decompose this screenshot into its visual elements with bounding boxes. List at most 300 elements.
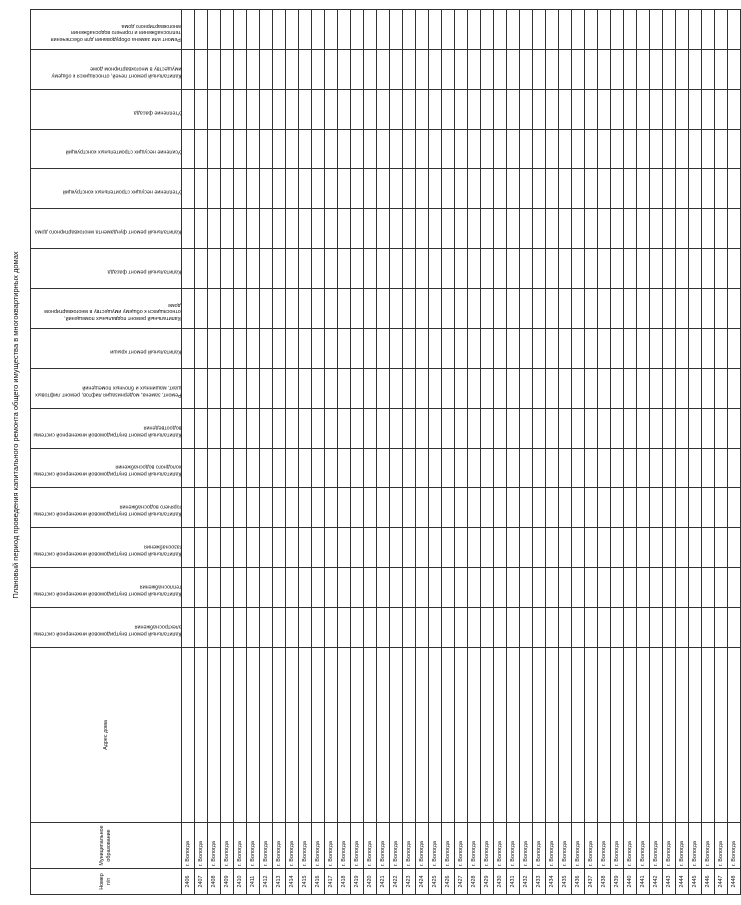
row-year-cell xyxy=(637,528,650,568)
row-address xyxy=(533,648,546,823)
row-year-cell xyxy=(715,10,728,50)
row-year-cell xyxy=(728,408,741,448)
row-year-cell xyxy=(351,329,364,369)
row-year-cell xyxy=(676,528,689,568)
row-year-cell xyxy=(182,289,195,329)
row-year-cell xyxy=(715,129,728,169)
table-row xyxy=(637,10,650,895)
row-year-cell xyxy=(416,368,429,408)
row-year-cell xyxy=(416,528,429,568)
row-year-cell xyxy=(689,209,702,249)
row-year-cell xyxy=(247,10,260,50)
row-year-cell xyxy=(559,89,572,129)
row-year-cell xyxy=(572,129,585,169)
row-year-cell xyxy=(559,49,572,89)
row-year-cell xyxy=(351,448,364,488)
row-year-cell xyxy=(468,568,481,608)
row-year-cell xyxy=(468,448,481,488)
row-address xyxy=(377,648,390,823)
row-year-cell xyxy=(195,209,208,249)
row-year-cell xyxy=(429,289,442,329)
row-year-cell xyxy=(637,448,650,488)
row-year-cell xyxy=(546,169,559,209)
row-address xyxy=(702,648,715,823)
row-year-cell xyxy=(260,129,273,169)
table-row xyxy=(598,10,611,895)
header-work-3: Капитальный ремонт внутридомовой инженерной системы газоснабжения xyxy=(31,528,182,568)
row-year-cell xyxy=(403,289,416,329)
row-address xyxy=(637,648,650,823)
row-year-cell xyxy=(715,568,728,608)
header-work-2: Капитальный ремонт внутридомовой инженерной системы теплоснабжения xyxy=(31,568,182,608)
row-number: 2430 xyxy=(494,869,507,895)
row-year-cell xyxy=(260,169,273,209)
row-year-cell xyxy=(338,249,351,289)
row-year-cell xyxy=(676,568,689,608)
row-municipality: г. Вологда xyxy=(351,823,364,869)
row-year-cell xyxy=(221,89,234,129)
row-municipality: г. Вологда xyxy=(676,823,689,869)
row-municipality: г. Вологда xyxy=(442,823,455,869)
row-year-cell xyxy=(195,448,208,488)
table-row xyxy=(559,10,572,895)
row-year-cell xyxy=(182,608,195,648)
row-year-cell xyxy=(273,169,286,209)
row-year-cell xyxy=(273,129,286,169)
row-year-cell xyxy=(286,488,299,528)
row-year-cell xyxy=(455,209,468,249)
row-year-cell xyxy=(377,528,390,568)
row-year-cell xyxy=(546,329,559,369)
row-year-cell xyxy=(559,209,572,249)
row-year-cell xyxy=(468,209,481,249)
row-year-cell xyxy=(624,209,637,249)
row-year-cell xyxy=(663,10,676,50)
row-year-cell xyxy=(325,448,338,488)
row-address xyxy=(546,648,559,823)
row-year-cell xyxy=(182,528,195,568)
row-year-cell xyxy=(234,528,247,568)
row-year-cell xyxy=(520,448,533,488)
row-year-cell xyxy=(468,169,481,209)
row-year-cell xyxy=(208,608,221,648)
row-year-cell xyxy=(507,329,520,369)
row-municipality: г. Вологда xyxy=(338,823,351,869)
row-year-cell xyxy=(312,209,325,249)
row-address xyxy=(338,648,351,823)
row-year-cell xyxy=(611,488,624,528)
row-year-cell xyxy=(312,249,325,289)
row-year-cell xyxy=(299,408,312,448)
row-year-cell xyxy=(338,368,351,408)
row-year-cell xyxy=(676,608,689,648)
row-year-cell xyxy=(689,10,702,50)
row-year-cell xyxy=(390,249,403,289)
row-year-cell xyxy=(572,568,585,608)
row-year-cell xyxy=(598,289,611,329)
row-year-cell xyxy=(650,329,663,369)
row-municipality: г. Вологда xyxy=(208,823,221,869)
row-year-cell xyxy=(364,608,377,648)
row-year-cell xyxy=(325,169,338,209)
row-year-cell xyxy=(429,129,442,169)
row-year-cell xyxy=(195,408,208,448)
row-year-cell xyxy=(689,49,702,89)
row-year-cell xyxy=(572,488,585,528)
row-year-cell xyxy=(585,249,598,289)
row-year-cell xyxy=(299,568,312,608)
row-number: 2409 xyxy=(221,869,234,895)
row-address xyxy=(715,648,728,823)
row-year-cell xyxy=(650,129,663,169)
table-row xyxy=(442,10,455,895)
row-year-cell xyxy=(533,169,546,209)
row-year-cell xyxy=(585,568,598,608)
row-year-cell xyxy=(507,209,520,249)
row-year-cell xyxy=(650,169,663,209)
table-row xyxy=(507,10,520,895)
row-year-cell xyxy=(195,169,208,209)
row-number: 2414 xyxy=(286,869,299,895)
row-year-cell xyxy=(494,209,507,249)
row-year-cell xyxy=(585,448,598,488)
row-year-cell xyxy=(663,329,676,369)
row-year-cell xyxy=(533,368,546,408)
row-year-cell xyxy=(585,289,598,329)
row-address xyxy=(598,648,611,823)
row-year-cell xyxy=(494,129,507,169)
row-year-cell xyxy=(520,169,533,209)
page-title: Плановый период проведения капитального ремонта общего имущества в многоквартирных домах xyxy=(11,251,20,599)
row-year-cell xyxy=(442,488,455,528)
table-row xyxy=(299,10,312,895)
row-year-cell xyxy=(585,169,598,209)
row-year-cell xyxy=(390,289,403,329)
row-year-cell xyxy=(507,169,520,209)
row-year-cell xyxy=(507,10,520,50)
table-row xyxy=(533,10,546,895)
row-year-cell xyxy=(572,329,585,369)
table-row xyxy=(325,10,338,895)
row-year-cell xyxy=(403,528,416,568)
row-year-cell xyxy=(247,249,260,289)
row-year-cell xyxy=(494,10,507,50)
row-year-cell xyxy=(221,169,234,209)
row-year-cell xyxy=(247,408,260,448)
row-address xyxy=(416,648,429,823)
row-year-cell xyxy=(221,129,234,169)
row-year-cell xyxy=(611,368,624,408)
row-number: 2416 xyxy=(312,869,325,895)
row-year-cell xyxy=(520,528,533,568)
row-year-cell xyxy=(416,49,429,89)
row-year-cell xyxy=(689,408,702,448)
row-year-cell xyxy=(559,448,572,488)
row-year-cell xyxy=(364,448,377,488)
row-year-cell xyxy=(442,169,455,209)
row-year-cell xyxy=(390,10,403,50)
row-year-cell xyxy=(299,10,312,50)
row-year-cell xyxy=(325,488,338,528)
row-year-cell xyxy=(663,448,676,488)
row-year-cell xyxy=(676,169,689,209)
row-year-cell xyxy=(338,169,351,209)
row-year-cell xyxy=(663,249,676,289)
row-year-cell xyxy=(390,209,403,249)
header-municipality: Муниципальное образование xyxy=(31,823,182,869)
row-year-cell xyxy=(637,608,650,648)
row-year-cell xyxy=(533,89,546,129)
row-address xyxy=(390,648,403,823)
row-year-cell xyxy=(611,568,624,608)
row-year-cell xyxy=(624,10,637,50)
row-year-cell xyxy=(598,89,611,129)
row-year-cell xyxy=(559,289,572,329)
row-year-cell xyxy=(507,408,520,448)
row-year-cell xyxy=(182,89,195,129)
row-year-cell xyxy=(286,89,299,129)
row-number: 2424 xyxy=(416,869,429,895)
row-year-cell xyxy=(325,209,338,249)
row-year-cell xyxy=(442,289,455,329)
row-year-cell xyxy=(559,608,572,648)
row-year-cell xyxy=(702,368,715,408)
row-year-cell xyxy=(364,89,377,129)
row-year-cell xyxy=(507,568,520,608)
row-year-cell xyxy=(390,169,403,209)
row-year-cell xyxy=(247,329,260,369)
row-year-cell xyxy=(637,10,650,50)
row-year-cell xyxy=(351,408,364,448)
row-year-cell xyxy=(611,209,624,249)
row-year-cell xyxy=(377,49,390,89)
row-year-cell xyxy=(715,249,728,289)
row-year-cell xyxy=(208,289,221,329)
row-year-cell xyxy=(728,289,741,329)
row-year-cell xyxy=(208,329,221,369)
row-year-cell xyxy=(559,10,572,50)
row-year-cell xyxy=(312,329,325,369)
row-address xyxy=(182,648,195,823)
table-row xyxy=(338,10,351,895)
row-year-cell xyxy=(533,249,546,289)
header-work-9: Капитальный ремонт подвальных помещений, относящихся к общему имуществу в многоквартирном доме xyxy=(31,289,182,329)
row-year-cell xyxy=(546,608,559,648)
row-municipality: г. Вологда xyxy=(221,823,234,869)
row-year-cell xyxy=(637,129,650,169)
row-year-cell xyxy=(195,89,208,129)
row-address xyxy=(663,648,676,823)
row-year-cell xyxy=(546,568,559,608)
row-year-cell xyxy=(351,49,364,89)
row-year-cell xyxy=(299,608,312,648)
row-year-cell xyxy=(650,488,663,528)
row-year-cell xyxy=(520,49,533,89)
row-year-cell xyxy=(312,408,325,448)
row-year-cell xyxy=(221,608,234,648)
row-year-cell xyxy=(481,448,494,488)
row-year-cell xyxy=(273,608,286,648)
row-year-cell xyxy=(338,10,351,50)
row-year-cell xyxy=(702,448,715,488)
row-number: 2433 xyxy=(533,869,546,895)
table-row xyxy=(260,10,273,895)
row-year-cell xyxy=(598,528,611,568)
table-row xyxy=(195,10,208,895)
row-year-cell xyxy=(299,448,312,488)
row-year-cell xyxy=(429,488,442,528)
row-year-cell xyxy=(637,329,650,369)
row-address xyxy=(442,648,455,823)
row-year-cell xyxy=(455,528,468,568)
row-year-cell xyxy=(676,329,689,369)
row-year-cell xyxy=(286,568,299,608)
row-year-cell xyxy=(728,89,741,129)
row-year-cell xyxy=(715,408,728,448)
row-year-cell xyxy=(312,129,325,169)
row-number: 2440 xyxy=(624,869,637,895)
row-year-cell xyxy=(676,10,689,50)
row-year-cell xyxy=(702,568,715,608)
row-year-cell xyxy=(377,608,390,648)
row-year-cell xyxy=(403,129,416,169)
header-work-6: Капитальный ремонт внутридомовой инженерной системы водоотведения xyxy=(31,408,182,448)
row-year-cell xyxy=(611,129,624,169)
row-year-cell xyxy=(663,488,676,528)
row-year-cell xyxy=(338,89,351,129)
row-year-cell xyxy=(663,89,676,129)
row-year-cell xyxy=(442,49,455,89)
row-year-cell xyxy=(208,528,221,568)
row-municipality: г. Вологда xyxy=(546,823,559,869)
row-year-cell xyxy=(611,289,624,329)
row-year-cell xyxy=(637,49,650,89)
row-year-cell xyxy=(455,608,468,648)
row-year-cell xyxy=(247,608,260,648)
row-year-cell xyxy=(494,89,507,129)
row-year-cell xyxy=(624,488,637,528)
row-municipality: г. Вологда xyxy=(312,823,325,869)
row-year-cell xyxy=(728,488,741,528)
row-year-cell xyxy=(286,249,299,289)
row-year-cell xyxy=(715,89,728,129)
row-year-cell xyxy=(299,89,312,129)
row-year-cell xyxy=(429,368,442,408)
row-number: 2420 xyxy=(364,869,377,895)
row-year-cell xyxy=(507,608,520,648)
row-number: 2431 xyxy=(507,869,520,895)
row-year-cell xyxy=(481,568,494,608)
row-year-cell xyxy=(260,448,273,488)
header-work-15: Капитальный ремонт печей, относящихся к общему имуществу в многоквартирном доме xyxy=(31,49,182,89)
table-row xyxy=(416,10,429,895)
row-year-cell xyxy=(286,289,299,329)
row-year-cell xyxy=(364,249,377,289)
row-year-cell xyxy=(455,568,468,608)
row-year-cell xyxy=(481,408,494,448)
row-year-cell xyxy=(546,448,559,488)
row-address xyxy=(221,648,234,823)
row-year-cell xyxy=(611,49,624,89)
row-year-cell xyxy=(455,169,468,209)
row-year-cell xyxy=(559,408,572,448)
row-year-cell xyxy=(351,129,364,169)
row-number: 2417 xyxy=(325,869,338,895)
table-row xyxy=(676,10,689,895)
table-header-row xyxy=(31,10,182,895)
row-address xyxy=(650,648,663,823)
row-year-cell xyxy=(533,209,546,249)
row-year-cell xyxy=(728,528,741,568)
row-year-cell xyxy=(689,608,702,648)
row-year-cell xyxy=(689,289,702,329)
row-year-cell xyxy=(273,448,286,488)
row-year-cell xyxy=(234,49,247,89)
row-year-cell xyxy=(676,249,689,289)
row-year-cell xyxy=(338,608,351,648)
row-year-cell xyxy=(442,249,455,289)
table-row xyxy=(572,10,585,895)
row-year-cell xyxy=(195,329,208,369)
row-year-cell xyxy=(624,528,637,568)
row-year-cell xyxy=(273,488,286,528)
row-year-cell xyxy=(650,408,663,448)
row-number: 2428 xyxy=(468,869,481,895)
row-year-cell xyxy=(572,89,585,129)
row-municipality: г. Вологда xyxy=(533,823,546,869)
row-year-cell xyxy=(364,488,377,528)
row-year-cell xyxy=(637,408,650,448)
row-year-cell xyxy=(650,528,663,568)
row-year-cell xyxy=(611,249,624,289)
row-year-cell xyxy=(260,408,273,448)
row-year-cell xyxy=(273,408,286,448)
row-year-cell xyxy=(234,488,247,528)
row-year-cell xyxy=(546,249,559,289)
row-municipality: г. Вологда xyxy=(715,823,728,869)
row-year-cell xyxy=(598,169,611,209)
row-year-cell xyxy=(325,608,338,648)
row-year-cell xyxy=(559,368,572,408)
row-year-cell xyxy=(624,408,637,448)
row-year-cell xyxy=(676,289,689,329)
row-year-cell xyxy=(624,129,637,169)
row-year-cell xyxy=(403,448,416,488)
row-year-cell xyxy=(377,10,390,50)
row-year-cell xyxy=(182,448,195,488)
row-year-cell xyxy=(585,528,598,568)
row-year-cell xyxy=(416,408,429,448)
row-municipality: г. Вологда xyxy=(429,823,442,869)
row-year-cell xyxy=(598,249,611,289)
row-year-cell xyxy=(442,408,455,448)
row-year-cell xyxy=(728,448,741,488)
row-year-cell xyxy=(494,169,507,209)
row-year-cell xyxy=(299,169,312,209)
row-year-cell xyxy=(312,528,325,568)
row-address xyxy=(325,648,338,823)
row-year-cell xyxy=(546,488,559,528)
row-year-cell xyxy=(221,49,234,89)
row-number: 2425 xyxy=(429,869,442,895)
row-year-cell xyxy=(507,289,520,329)
row-address xyxy=(611,648,624,823)
row-year-cell xyxy=(481,368,494,408)
row-year-cell xyxy=(611,169,624,209)
row-year-cell xyxy=(260,528,273,568)
row-year-cell xyxy=(299,49,312,89)
row-year-cell xyxy=(689,488,702,528)
